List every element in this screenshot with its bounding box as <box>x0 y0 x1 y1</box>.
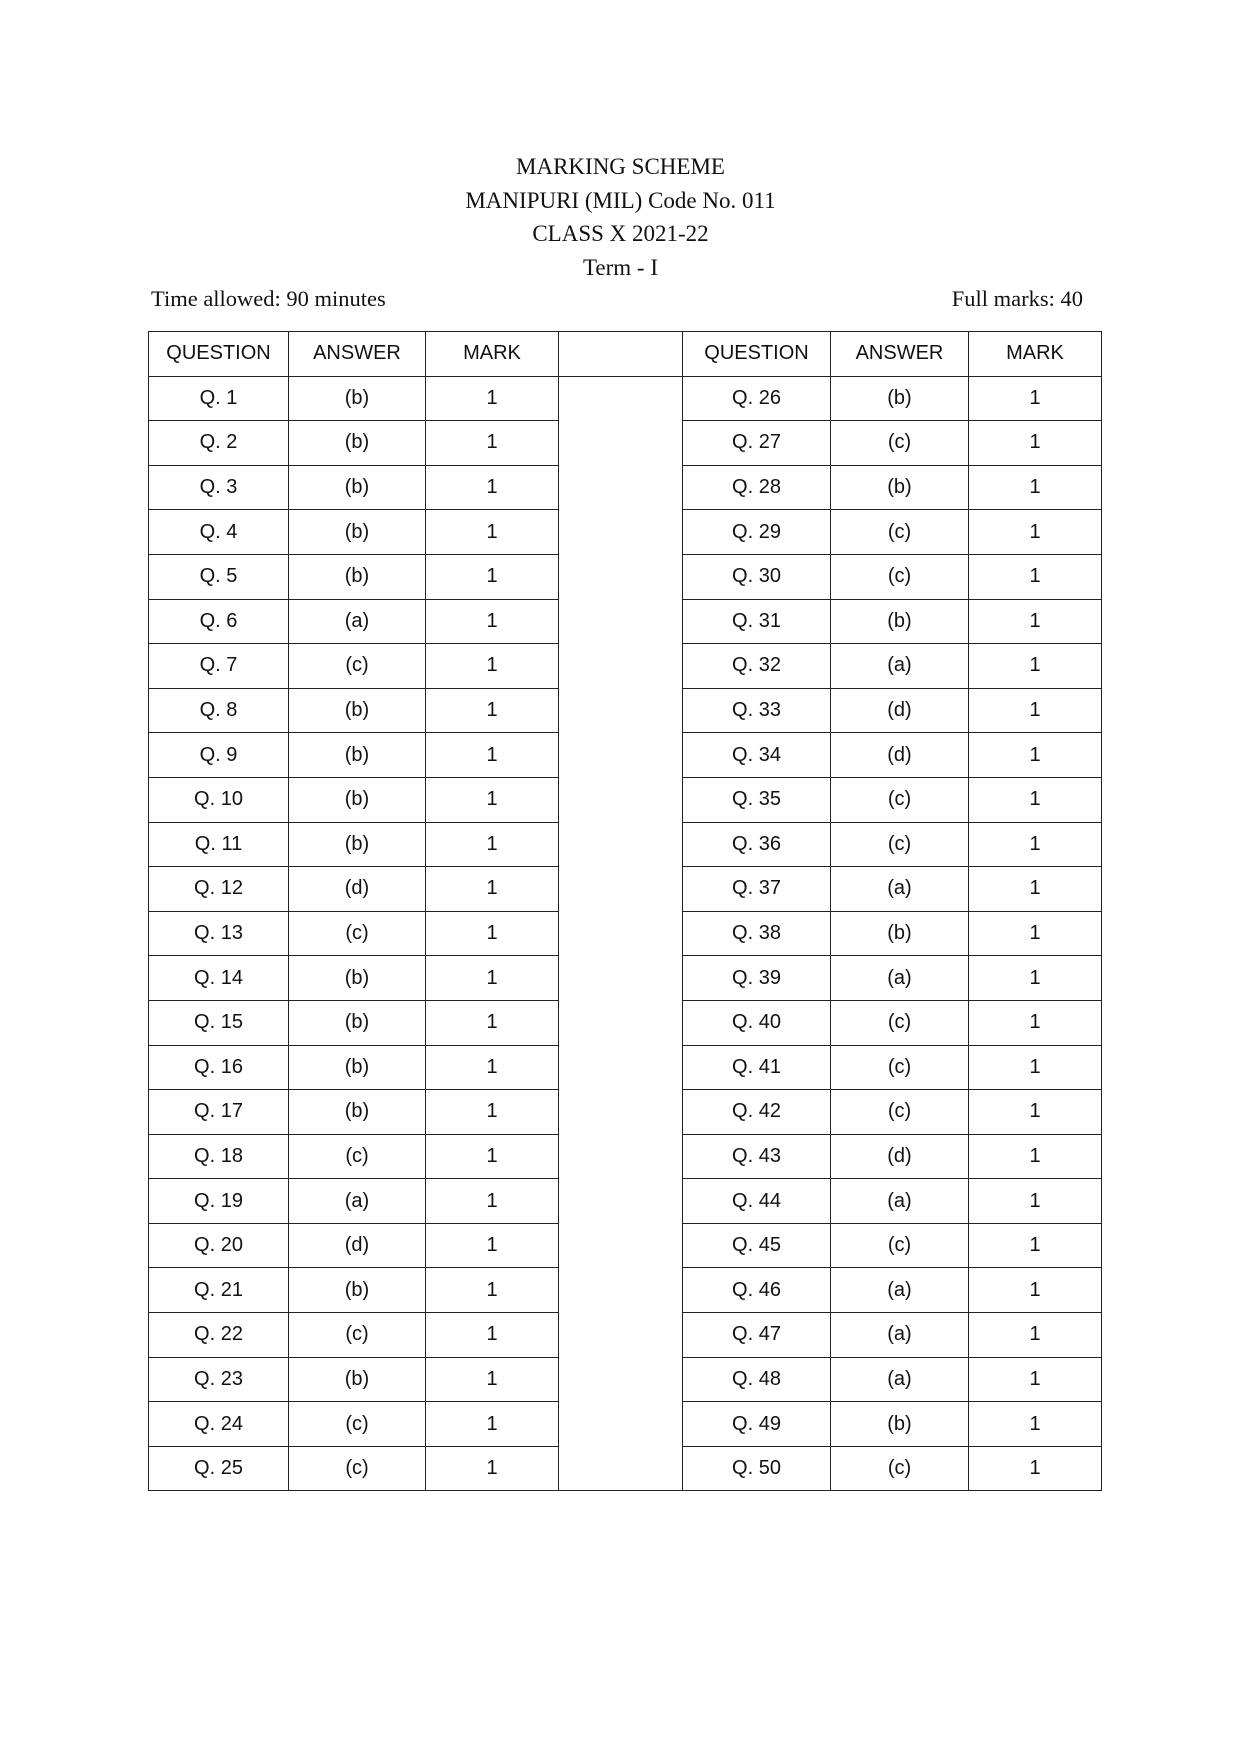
answer-cell: (b) <box>289 1045 426 1090</box>
mark-cell: 1 <box>426 867 559 912</box>
mark-cell: 1 <box>969 956 1102 1001</box>
answer-cell: (c) <box>831 1446 969 1491</box>
answer-cell: (b) <box>289 1000 426 1045</box>
mark-cell: 1 <box>969 1313 1102 1358</box>
answer-cell: (b) <box>289 822 426 867</box>
mark-cell: 1 <box>969 1446 1102 1491</box>
answer-cell: (b) <box>289 1357 426 1402</box>
table-row <box>149 376 1102 421</box>
question-cell: Q. 3 <box>149 465 289 510</box>
mark-cell: 1 <box>969 1000 1102 1045</box>
mark-cell: 1 <box>969 1179 1102 1224</box>
question-cell: Q. 39 <box>683 956 831 1001</box>
question-cell: Q. 16 <box>149 1045 289 1090</box>
mark-cell: 1 <box>969 733 1102 778</box>
mark-cell: 1 <box>426 599 559 644</box>
answer-cell: (a) <box>831 644 969 689</box>
answer-cell: (c) <box>289 1402 426 1447</box>
question-cell: Q. 5 <box>149 554 289 599</box>
answer-cell: (c) <box>831 777 969 822</box>
question-cell: Q. 11 <box>149 822 289 867</box>
time-allowed: Time allowed: 90 minutes <box>151 286 386 311</box>
answer-cell: (b) <box>831 911 969 956</box>
question-cell: Q. 35 <box>683 777 831 822</box>
answer-cell: (b) <box>289 688 426 733</box>
column-header-mark: MARK <box>969 332 1102 377</box>
mark-cell: 1 <box>969 688 1102 733</box>
mark-cell: 1 <box>426 1313 559 1358</box>
table-body <box>149 376 1102 1491</box>
question-cell: Q. 45 <box>683 1223 831 1268</box>
question-cell: Q. 30 <box>683 554 831 599</box>
answer-cell: (c) <box>289 1134 426 1179</box>
answer-cell: (c) <box>831 510 969 555</box>
question-cell: Q. 7 <box>149 644 289 689</box>
mark-cell: 1 <box>969 1268 1102 1313</box>
answer-cell: (a) <box>831 1357 969 1402</box>
answer-cell: (d) <box>831 1134 969 1179</box>
answer-cell: (a) <box>831 1179 969 1224</box>
mark-cell: 1 <box>969 1045 1102 1090</box>
answer-cell: (a) <box>831 1268 969 1313</box>
question-cell: Q. 18 <box>149 1134 289 1179</box>
mark-cell: 1 <box>969 867 1102 912</box>
answer-cell: (b) <box>831 465 969 510</box>
question-cell: Q. 48 <box>683 1357 831 1402</box>
question-cell: Q. 38 <box>683 911 831 956</box>
mark-cell: 1 <box>426 1223 559 1268</box>
mark-cell: 1 <box>969 376 1102 421</box>
answer-cell: (a) <box>289 1179 426 1224</box>
column-gap <box>559 332 683 377</box>
column-header-answer: ANSWER <box>831 332 969 377</box>
question-cell: Q. 17 <box>149 1090 289 1135</box>
question-cell: Q. 21 <box>149 1268 289 1313</box>
mark-cell: 1 <box>969 911 1102 956</box>
question-cell: Q. 1 <box>149 376 289 421</box>
answer-cell: (b) <box>831 1402 969 1447</box>
subject-line: MANIPURI (MIL) Code No. 011 <box>465 187 776 213</box>
marking-scheme-table <box>148 331 1102 1491</box>
mark-cell: 1 <box>969 1223 1102 1268</box>
mark-cell: 1 <box>426 1357 559 1402</box>
question-cell: Q. 40 <box>683 1000 831 1045</box>
question-cell: Q. 6 <box>149 599 289 644</box>
mark-cell: 1 <box>426 644 559 689</box>
mark-cell: 1 <box>969 465 1102 510</box>
answer-cell: (d) <box>831 688 969 733</box>
mark-cell: 1 <box>426 1090 559 1135</box>
question-cell: Q. 27 <box>683 421 831 466</box>
answer-cell: (b) <box>831 376 969 421</box>
answer-cell: (c) <box>831 1090 969 1135</box>
document-heading <box>0 150 1241 284</box>
column-header-question: QUESTION <box>683 332 831 377</box>
answer-cell: (c) <box>289 1313 426 1358</box>
question-cell: Q. 14 <box>149 956 289 1001</box>
question-cell: Q. 46 <box>683 1268 831 1313</box>
question-cell: Q. 25 <box>149 1446 289 1491</box>
mark-cell: 1 <box>969 510 1102 555</box>
mark-cell: 1 <box>426 554 559 599</box>
question-cell: Q. 43 <box>683 1134 831 1179</box>
mark-cell: 1 <box>969 1134 1102 1179</box>
question-cell: Q. 2 <box>149 421 289 466</box>
mark-cell: 1 <box>426 777 559 822</box>
mark-cell: 1 <box>969 421 1102 466</box>
answer-cell: (a) <box>831 1313 969 1358</box>
answer-cell: (b) <box>289 510 426 555</box>
column-header-answer: ANSWER <box>289 332 426 377</box>
answer-cell: (c) <box>831 421 969 466</box>
mark-cell: 1 <box>969 599 1102 644</box>
mark-cell: 1 <box>426 1179 559 1224</box>
mark-cell: 1 <box>969 1357 1102 1402</box>
question-cell: Q. 47 <box>683 1313 831 1358</box>
answer-cell: (b) <box>289 554 426 599</box>
answer-cell: (a) <box>831 867 969 912</box>
mark-cell: 1 <box>426 1446 559 1491</box>
question-cell: Q. 15 <box>149 1000 289 1045</box>
class-line: CLASS X 2021-22 <box>532 221 709 246</box>
question-cell: Q. 9 <box>149 733 289 778</box>
mark-cell: 1 <box>426 1402 559 1447</box>
question-cell: Q. 12 <box>149 867 289 912</box>
mark-cell: 1 <box>969 777 1102 822</box>
question-cell: Q. 34 <box>683 733 831 778</box>
answer-cell: (b) <box>289 956 426 1001</box>
column-gap <box>559 376 683 1491</box>
mark-cell: 1 <box>969 1090 1102 1135</box>
question-cell: Q. 41 <box>683 1045 831 1090</box>
question-cell: Q. 28 <box>683 465 831 510</box>
question-cell: Q. 10 <box>149 777 289 822</box>
answer-cell: (a) <box>289 599 426 644</box>
answer-cell: (a) <box>831 956 969 1001</box>
question-cell: Q. 32 <box>683 644 831 689</box>
answer-cell: (d) <box>289 867 426 912</box>
answer-cell: (c) <box>831 1223 969 1268</box>
answer-cell: (c) <box>289 911 426 956</box>
mark-cell: 1 <box>969 822 1102 867</box>
answer-cell: (b) <box>289 733 426 778</box>
question-cell: Q. 24 <box>149 1402 289 1447</box>
document-title: MARKING SCHEME <box>516 154 725 179</box>
mark-cell: 1 <box>969 644 1102 689</box>
answer-cell: (b) <box>831 599 969 644</box>
mark-cell: 1 <box>426 1000 559 1045</box>
table-header-row <box>149 332 1102 377</box>
full-marks: Full marks: 40 <box>951 286 1083 311</box>
column-header-question: QUESTION <box>149 332 289 377</box>
question-cell: Q. 20 <box>149 1223 289 1268</box>
answer-cell: (c) <box>831 1045 969 1090</box>
answer-cell: (b) <box>289 465 426 510</box>
answer-cell: (d) <box>289 1223 426 1268</box>
question-cell: Q. 4 <box>149 510 289 555</box>
mark-cell: 1 <box>426 1134 559 1179</box>
mark-cell: 1 <box>426 510 559 555</box>
question-cell: Q. 44 <box>683 1179 831 1224</box>
question-cell: Q. 31 <box>683 599 831 644</box>
mark-cell: 1 <box>426 465 559 510</box>
question-cell: Q. 13 <box>149 911 289 956</box>
question-cell: Q. 49 <box>683 1402 831 1447</box>
mark-cell: 1 <box>969 554 1102 599</box>
mark-cell: 1 <box>426 956 559 1001</box>
mark-cell: 1 <box>969 1402 1102 1447</box>
answer-cell: (b) <box>289 1268 426 1313</box>
question-cell: Q. 8 <box>149 688 289 733</box>
answer-cell: (b) <box>289 1090 426 1135</box>
answer-cell: (b) <box>289 777 426 822</box>
mark-cell: 1 <box>426 733 559 778</box>
question-cell: Q. 42 <box>683 1090 831 1135</box>
answer-cell: (c) <box>831 554 969 599</box>
question-cell: Q. 29 <box>683 510 831 555</box>
question-cell: Q. 36 <box>683 822 831 867</box>
answer-cell: (c) <box>831 1000 969 1045</box>
answer-cell: (d) <box>831 733 969 778</box>
question-cell: Q. 50 <box>683 1446 831 1491</box>
answer-cell: (c) <box>831 822 969 867</box>
mark-cell: 1 <box>426 1268 559 1313</box>
question-cell: Q. 23 <box>149 1357 289 1402</box>
mark-cell: 1 <box>426 376 559 421</box>
answer-cell: (b) <box>289 421 426 466</box>
question-cell: Q. 26 <box>683 376 831 421</box>
answer-cell: (b) <box>289 376 426 421</box>
mark-cell: 1 <box>426 1045 559 1090</box>
term-line: Term - I <box>582 254 659 280</box>
column-header-mark: MARK <box>426 332 559 377</box>
question-cell: Q. 33 <box>683 688 831 733</box>
answer-cell: (c) <box>289 1446 426 1491</box>
question-cell: Q. 37 <box>683 867 831 912</box>
question-cell: Q. 22 <box>149 1313 289 1358</box>
mark-cell: 1 <box>426 822 559 867</box>
question-cell: Q. 19 <box>149 1179 289 1224</box>
mark-cell: 1 <box>426 911 559 956</box>
answer-cell: (c) <box>289 644 426 689</box>
mark-cell: 1 <box>426 688 559 733</box>
mark-cell: 1 <box>426 421 559 466</box>
